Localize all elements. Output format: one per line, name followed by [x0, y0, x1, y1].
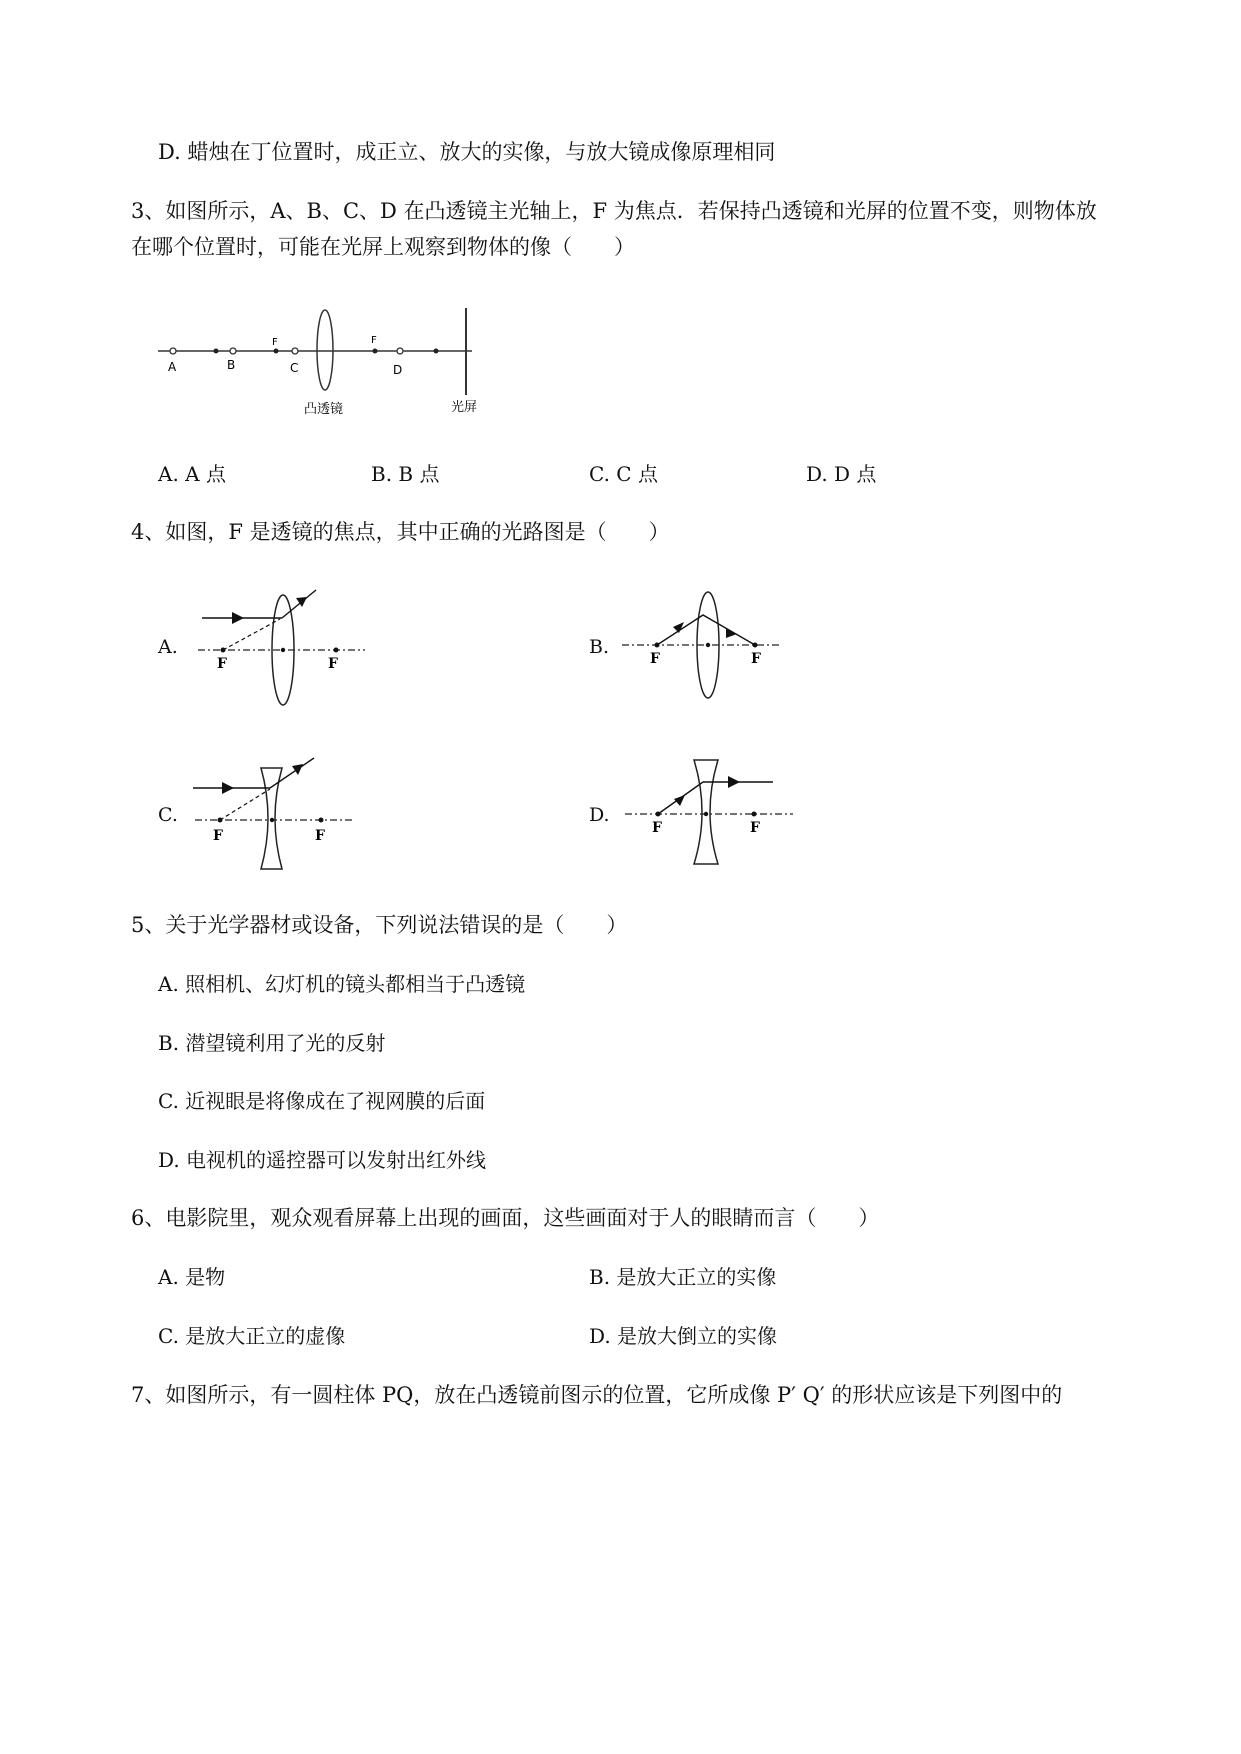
- convex-lens-shape: [317, 310, 333, 390]
- q4-stem: 4、如图，F 是透镜的焦点，其中正确的光路图是（ ）: [131, 520, 670, 544]
- focus-left-marker: [274, 349, 279, 354]
- q3-option-a: A. A 点: [158, 462, 226, 486]
- point-a-label: A: [168, 360, 177, 374]
- diagram-b-convex-lens: [622, 592, 780, 698]
- q3-stem-line1: 3、如图所示，A、B、C、D 在凸透镜主光轴上，F 为焦点．若保持凸透镜和光屏的位置不变，则物体放: [131, 199, 1097, 223]
- point-b-label: B: [227, 358, 236, 372]
- q5-option-d: D. 电视机的遥控器可以发射出红外线: [158, 1148, 487, 1172]
- ray-path: [657, 615, 755, 645]
- point-c-label: C: [290, 361, 299, 375]
- q5-option-c: C. 近视眼是将像成在了视网膜的后面: [158, 1089, 486, 1113]
- q5-option-a: A. 照相机、幻灯机的镜头都相当于凸透镜: [158, 972, 526, 996]
- focus-label: F: [652, 820, 662, 836]
- q6-option-a: A. 是物: [158, 1265, 226, 1289]
- q5-stem: 5、关于光学器材或设备，下列说法错误的是（ ）: [131, 913, 628, 937]
- refracted-ray: [282, 590, 316, 618]
- q2-option-d: D. 蜡烛在丁位置时，成正立、放大的实像，与放大镜成像原理相同: [158, 140, 776, 164]
- focus-label: F: [315, 828, 325, 844]
- point-c-marker: [292, 348, 298, 354]
- focus-right-label: F: [371, 335, 377, 346]
- q4-diagram-d-label: D.: [589, 804, 610, 826]
- q4-diagram-a-label: A.: [158, 636, 178, 658]
- q5-option-b: B. 潜望镜利用了光的反射: [158, 1031, 386, 1055]
- dot-marker: [434, 349, 439, 354]
- focus-label: F: [751, 651, 761, 667]
- focus-left-label: F: [272, 337, 278, 348]
- focus-label: F: [217, 656, 227, 672]
- q3-option-c: C. C 点: [589, 462, 658, 486]
- point-d-label: D: [393, 363, 403, 377]
- dot-marker: [214, 349, 219, 354]
- q7-stem: 7、如图所示，有一圆柱体 PQ，放在凸透镜前图示的位置，它所成像 P′ Q′ 的形状应该是下列图中的: [131, 1383, 1063, 1407]
- point-a-marker: [170, 348, 176, 354]
- q6-option-d: D. 是放大倒立的实像: [589, 1324, 778, 1348]
- focus-label: F: [213, 828, 223, 844]
- q3-option-d: D. D 点: [806, 462, 877, 486]
- q4-diagram-b-label: B.: [589, 636, 610, 658]
- focus-label: F: [650, 651, 660, 667]
- lens-label: 凸透镜: [304, 402, 344, 417]
- q3-option-b: B. B 点: [371, 462, 440, 486]
- diagram-a-convex-lens: [198, 590, 365, 705]
- q3-figure-convex-lens-axis: [150, 300, 490, 425]
- focus-right-marker: [373, 349, 378, 354]
- q4-diagram-c-label: C.: [158, 804, 178, 826]
- q6-option-b: B. 是放大正立的实像: [589, 1265, 777, 1289]
- diagram-c-concave-lens: [193, 758, 353, 869]
- q6-stem: 6、电影院里，观众观看屏幕上出现的画面，这些画面对于人的眼睛而言（ ）: [131, 1206, 880, 1230]
- focus-label: F: [750, 820, 760, 836]
- screen-label: 光屏: [451, 400, 478, 415]
- focus-label: F: [328, 656, 338, 672]
- dashed-extension: [220, 789, 270, 820]
- q4-ray-diagrams: [180, 575, 810, 880]
- point-d-marker: [397, 348, 403, 354]
- point-b-marker: [230, 348, 236, 354]
- refracted-ray: [270, 758, 314, 788]
- q3-stem-line2: 在哪个位置时，可能在光屏上观察到物体的像（ ）: [131, 235, 635, 259]
- q6-option-c: C. 是放大正立的虚像: [158, 1324, 346, 1348]
- diagram-d-concave-lens: [625, 760, 793, 864]
